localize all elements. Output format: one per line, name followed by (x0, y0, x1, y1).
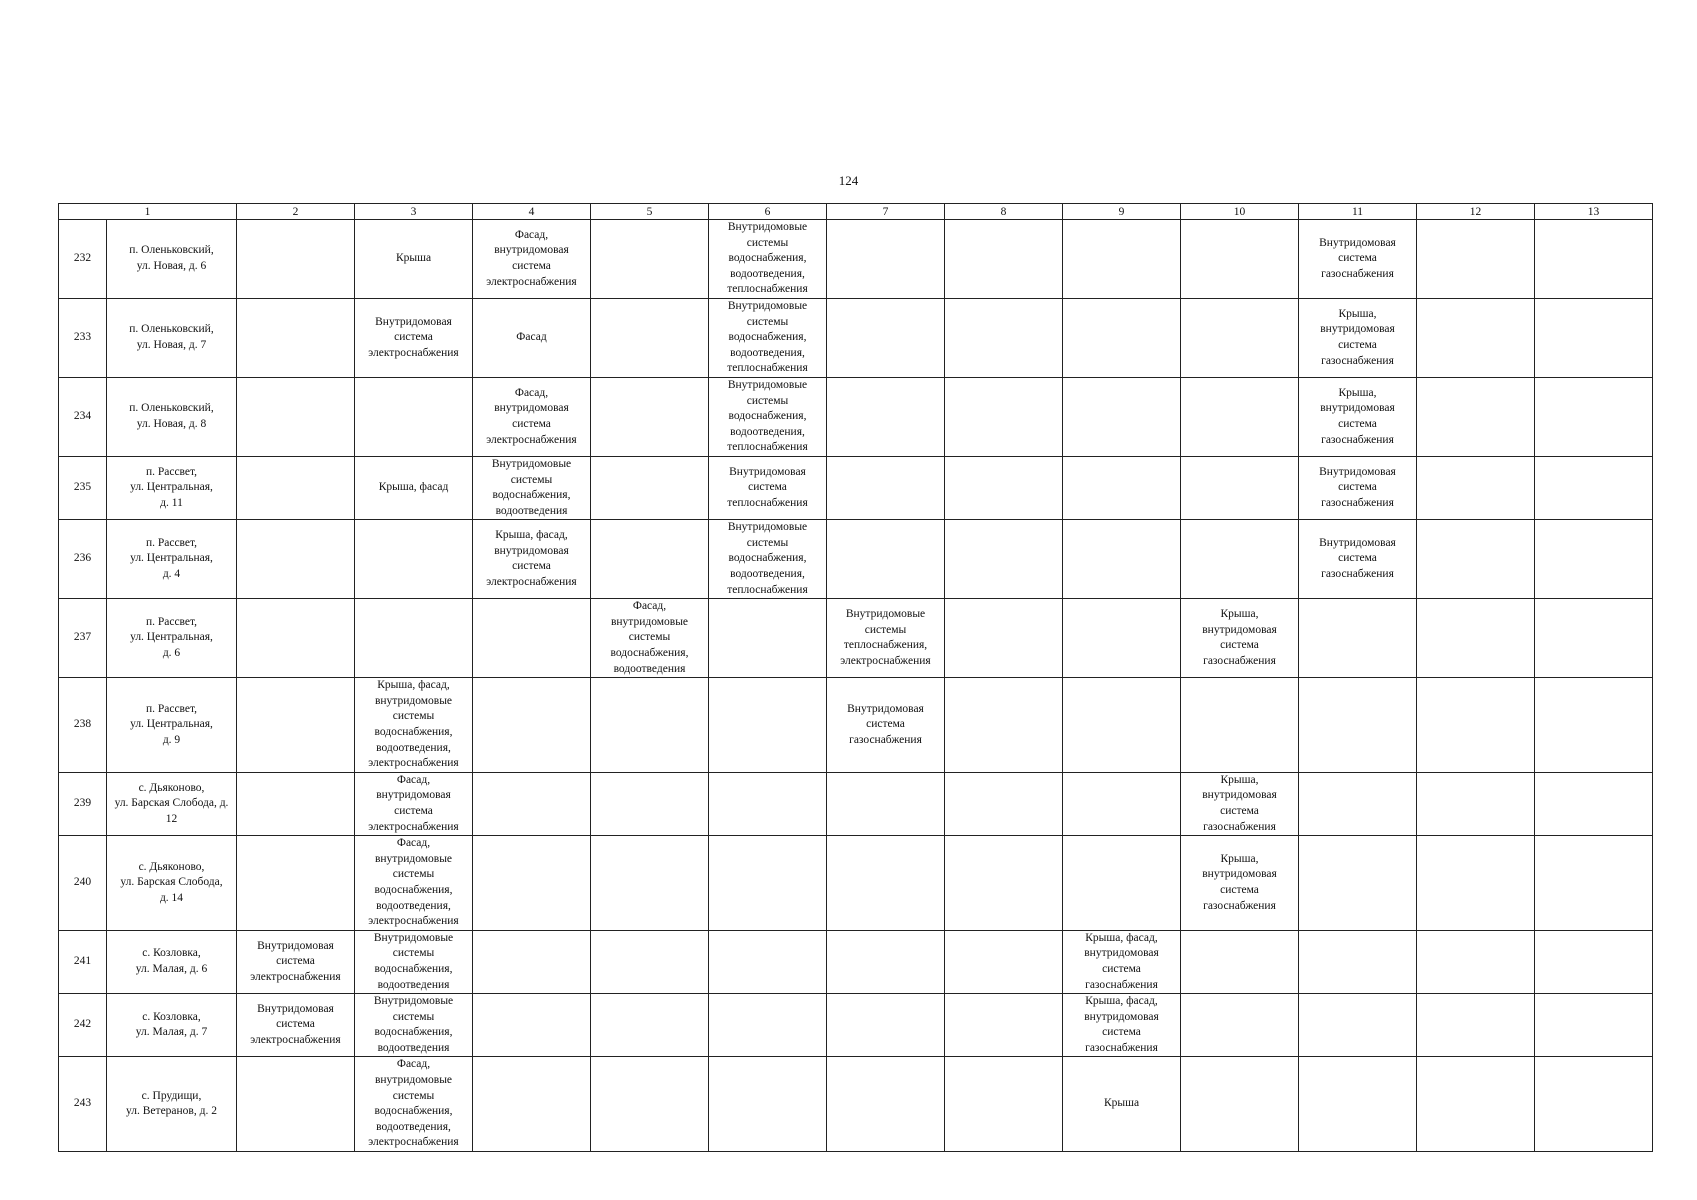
work-cell: Крыша (1063, 1057, 1181, 1152)
work-cell: Внутридомовая система газоснабжения (827, 678, 945, 773)
work-cell (1535, 678, 1653, 773)
work-cell (1417, 377, 1535, 456)
work-cell: Крыша, внутридомовая система газоснабжения (1181, 599, 1299, 678)
work-cell (1181, 930, 1299, 993)
work-cell (237, 377, 355, 456)
work-cell (473, 930, 591, 993)
work-cell: Фасад (473, 298, 591, 377)
address-cell: п. Оленьковский, ул. Новая, д. 6 (107, 220, 237, 299)
table-row (59, 520, 1653, 599)
column-number: 11 (1299, 204, 1417, 220)
work-cell (1417, 836, 1535, 931)
work-cell (827, 377, 945, 456)
work-cell: Крыша, фасад, внутридомовая система газоснабжения (1063, 994, 1181, 1057)
work-cell (473, 678, 591, 773)
work-cell: Крыша, фасад, внутридомовая система электроснабжения (473, 520, 591, 599)
work-cell (1181, 220, 1299, 299)
work-cell: Внутридомовая система газоснабжения (1299, 456, 1417, 519)
work-cell (1181, 377, 1299, 456)
work-cell (945, 772, 1063, 835)
work-cell (473, 1057, 591, 1152)
column-number-row (59, 204, 1653, 220)
work-cell (827, 994, 945, 1057)
work-cell: Внутридомовая система газоснабжения (1299, 520, 1417, 599)
table-row (59, 456, 1653, 519)
column-number: 4 (473, 204, 591, 220)
work-cell (1299, 836, 1417, 931)
work-cell (355, 599, 473, 678)
work-cell (473, 772, 591, 835)
work-cell (1063, 220, 1181, 299)
work-cell (709, 994, 827, 1057)
address-cell: п. Рассвет, ул. Центральная, д. 11 (107, 456, 237, 519)
work-cell (1535, 994, 1653, 1057)
work-cell: Крыша, фасад, внутридомовая система газоснабжения (1063, 930, 1181, 993)
work-cell (237, 520, 355, 599)
work-cell (1535, 456, 1653, 519)
work-cell (827, 220, 945, 299)
work-cell (1417, 298, 1535, 377)
table-row (59, 599, 1653, 678)
work-cell (709, 599, 827, 678)
table-row (59, 377, 1653, 456)
work-cell (945, 520, 1063, 599)
column-number: 5 (591, 204, 709, 220)
table-row (59, 1057, 1653, 1152)
column-number: 8 (945, 204, 1063, 220)
work-cell: Внутридомовая система электроснабжения (237, 930, 355, 993)
work-cell (1535, 298, 1653, 377)
table-row (59, 220, 1653, 299)
work-cell (1181, 520, 1299, 599)
table-body (59, 204, 1653, 1152)
work-cell (1063, 678, 1181, 773)
work-cell (237, 298, 355, 377)
work-cell (237, 836, 355, 931)
address-cell: с. Козловка, ул. Малая, д. 7 (107, 994, 237, 1057)
column-number: 6 (709, 204, 827, 220)
work-cell: Крыша, фасад, внутридомовые системы водоснабжения, водоотведения, электроснабжения (355, 678, 473, 773)
work-cell (1299, 1057, 1417, 1152)
work-cell (591, 377, 709, 456)
work-cell (1063, 298, 1181, 377)
work-cell: Внутридомовые системы теплоснабжения, электроснабжения (827, 599, 945, 678)
table-row (59, 678, 1653, 773)
address-cell: п. Рассвет, ул. Центральная, д. 6 (107, 599, 237, 678)
work-cell (945, 994, 1063, 1057)
work-cell (237, 1057, 355, 1152)
work-cell (591, 678, 709, 773)
work-cell (1417, 930, 1535, 993)
page-number: 124 (838, 173, 859, 188)
work-cell (1535, 220, 1653, 299)
table-row (59, 836, 1653, 931)
address-cell: с. Козловка, ул. Малая, д. 6 (107, 930, 237, 993)
work-cell (591, 836, 709, 931)
work-cell (591, 220, 709, 299)
row-number: 233 (59, 298, 107, 377)
work-cell: Внутридомовые системы водоснабжения, водоотведения (355, 930, 473, 993)
work-cell (709, 836, 827, 931)
work-cell (473, 599, 591, 678)
work-cell (591, 772, 709, 835)
address-cell: п. Оленьковский, ул. Новая, д. 8 (107, 377, 237, 456)
work-cell (709, 678, 827, 773)
table-row (59, 930, 1653, 993)
column-number: 9 (1063, 204, 1181, 220)
column-number: 10 (1181, 204, 1299, 220)
work-cell (1181, 994, 1299, 1057)
column-number: 3 (355, 204, 473, 220)
address-cell: с. Прудищи, ул. Ветеранов, д. 2 (107, 1057, 237, 1152)
row-number: 235 (59, 456, 107, 519)
work-cell (1181, 1057, 1299, 1152)
work-cell: Фасад, внутридомовые системы водоснабжения, водоотведения, электроснабжения (355, 836, 473, 931)
work-cell: Крыша, внутридомовая система газоснабжения (1181, 836, 1299, 931)
work-cell (1063, 377, 1181, 456)
address-cell: п. Рассвет, ул. Центральная, д. 4 (107, 520, 237, 599)
work-cell (1299, 678, 1417, 773)
column-number: 13 (1535, 204, 1653, 220)
work-cell (945, 599, 1063, 678)
work-cell (709, 772, 827, 835)
work-cell: Внутридомовые системы водоснабжения, водоотведения, теплоснабжения (709, 298, 827, 377)
table-row (59, 298, 1653, 377)
work-cell (1535, 1057, 1653, 1152)
table-row (59, 994, 1653, 1057)
work-cell (1063, 599, 1181, 678)
work-cell: Крыша, внутридомовая система газоснабжения (1299, 298, 1417, 377)
work-cell: Крыша (355, 220, 473, 299)
work-cell (1417, 520, 1535, 599)
work-cell: Внутридомовая система электроснабжения (355, 298, 473, 377)
column-number: 12 (1417, 204, 1535, 220)
work-cell: Фасад, внутридомовая система электроснабжения (473, 377, 591, 456)
row-number: 232 (59, 220, 107, 299)
column-number: 2 (237, 204, 355, 220)
work-cell (827, 1057, 945, 1152)
address-cell: с. Дьяконово, ул. Барская Слобода, д. 14 (107, 836, 237, 931)
work-cell (1417, 772, 1535, 835)
work-cell (945, 298, 1063, 377)
work-cell (591, 930, 709, 993)
work-cell: Внутридомовые системы водоснабжения, водоотведения (355, 994, 473, 1057)
work-cell (1417, 599, 1535, 678)
work-cell (355, 377, 473, 456)
work-cell: Фасад, внутридомовая система электроснабжения (355, 772, 473, 835)
work-cell (945, 1057, 1063, 1152)
column-number: 1 (59, 204, 237, 220)
row-number: 237 (59, 599, 107, 678)
work-cell (473, 836, 591, 931)
work-cell (237, 599, 355, 678)
work-cell (1535, 836, 1653, 931)
work-cell (709, 1057, 827, 1152)
work-cell (355, 520, 473, 599)
work-cell: Фасад, внутридомовая система электроснабжения (473, 220, 591, 299)
column-number: 7 (827, 204, 945, 220)
work-cell: Внутридомовая система газоснабжения (1299, 220, 1417, 299)
row-number: 239 (59, 772, 107, 835)
row-number: 238 (59, 678, 107, 773)
work-cell (591, 1057, 709, 1152)
work-cell (827, 836, 945, 931)
row-number: 241 (59, 930, 107, 993)
work-cell (1417, 220, 1535, 299)
work-cell (945, 930, 1063, 993)
work-cell (473, 994, 591, 1057)
work-cell (591, 994, 709, 1057)
work-cell (945, 377, 1063, 456)
work-cell (1535, 772, 1653, 835)
work-cell (591, 456, 709, 519)
work-cell (1299, 930, 1417, 993)
work-cell (1063, 520, 1181, 599)
work-cell (237, 456, 355, 519)
work-cell: Внутридомовые системы водоснабжения, водоотведения (473, 456, 591, 519)
work-cell: Внутридомовая система электроснабжения (237, 994, 355, 1057)
work-cell (709, 930, 827, 993)
work-cell (1181, 456, 1299, 519)
work-cell (827, 772, 945, 835)
work-cell: Внутридомовая система теплоснабжения (709, 456, 827, 519)
work-cell (237, 678, 355, 773)
work-cell (945, 678, 1063, 773)
work-cell (1417, 994, 1535, 1057)
work-cell (237, 220, 355, 299)
work-cell (1299, 772, 1417, 835)
row-number: 243 (59, 1057, 107, 1152)
work-cell (827, 298, 945, 377)
row-number: 236 (59, 520, 107, 599)
work-cell (1417, 678, 1535, 773)
work-cell (827, 456, 945, 519)
work-cell (827, 520, 945, 599)
address-cell: п. Оленьковский, ул. Новая, д. 7 (107, 298, 237, 377)
work-cell (1535, 599, 1653, 678)
work-cell (1417, 1057, 1535, 1152)
work-cell (1535, 377, 1653, 456)
address-cell: п. Рассвет, ул. Центральная, д. 9 (107, 678, 237, 773)
address-cell: с. Дьяконово, ул. Барская Слобода, д. 12 (107, 772, 237, 835)
work-cell (1063, 456, 1181, 519)
work-cell (827, 930, 945, 993)
work-cell (1063, 836, 1181, 931)
work-cell (1299, 599, 1417, 678)
work-cell: Внутридомовые системы водоснабжения, водоотведения, теплоснабжения (709, 520, 827, 599)
repair-schedule-table (58, 203, 1653, 1152)
row-number: 240 (59, 836, 107, 931)
work-cell: Внутридомовые системы водоснабжения, водоотведения, теплоснабжения (709, 220, 827, 299)
work-cell (945, 836, 1063, 931)
work-cell: Крыша, внутридомовая система газоснабжения (1299, 377, 1417, 456)
work-cell (591, 520, 709, 599)
work-cell (945, 456, 1063, 519)
work-cell (591, 298, 709, 377)
work-cell (1299, 994, 1417, 1057)
work-cell (1535, 930, 1653, 993)
work-cell (237, 772, 355, 835)
work-cell: Фасад, внутридомовые системы водоснабжения, водоотведения, электроснабжения (355, 1057, 473, 1152)
work-cell: Внутридомовые системы водоснабжения, водоотведения, теплоснабжения (709, 377, 827, 456)
table-row (59, 772, 1653, 835)
work-cell (1063, 772, 1181, 835)
work-cell (1535, 520, 1653, 599)
row-number: 234 (59, 377, 107, 456)
work-cell: Фасад, внутридомовые системы водоснабжения, водоотведения (591, 599, 709, 678)
work-cell: Крыша, фасад (355, 456, 473, 519)
row-number: 242 (59, 994, 107, 1057)
work-cell (1181, 298, 1299, 377)
work-cell: Крыша, внутридомовая система газоснабжения (1181, 772, 1299, 835)
work-cell (1181, 678, 1299, 773)
work-cell (1417, 456, 1535, 519)
work-cell (945, 220, 1063, 299)
